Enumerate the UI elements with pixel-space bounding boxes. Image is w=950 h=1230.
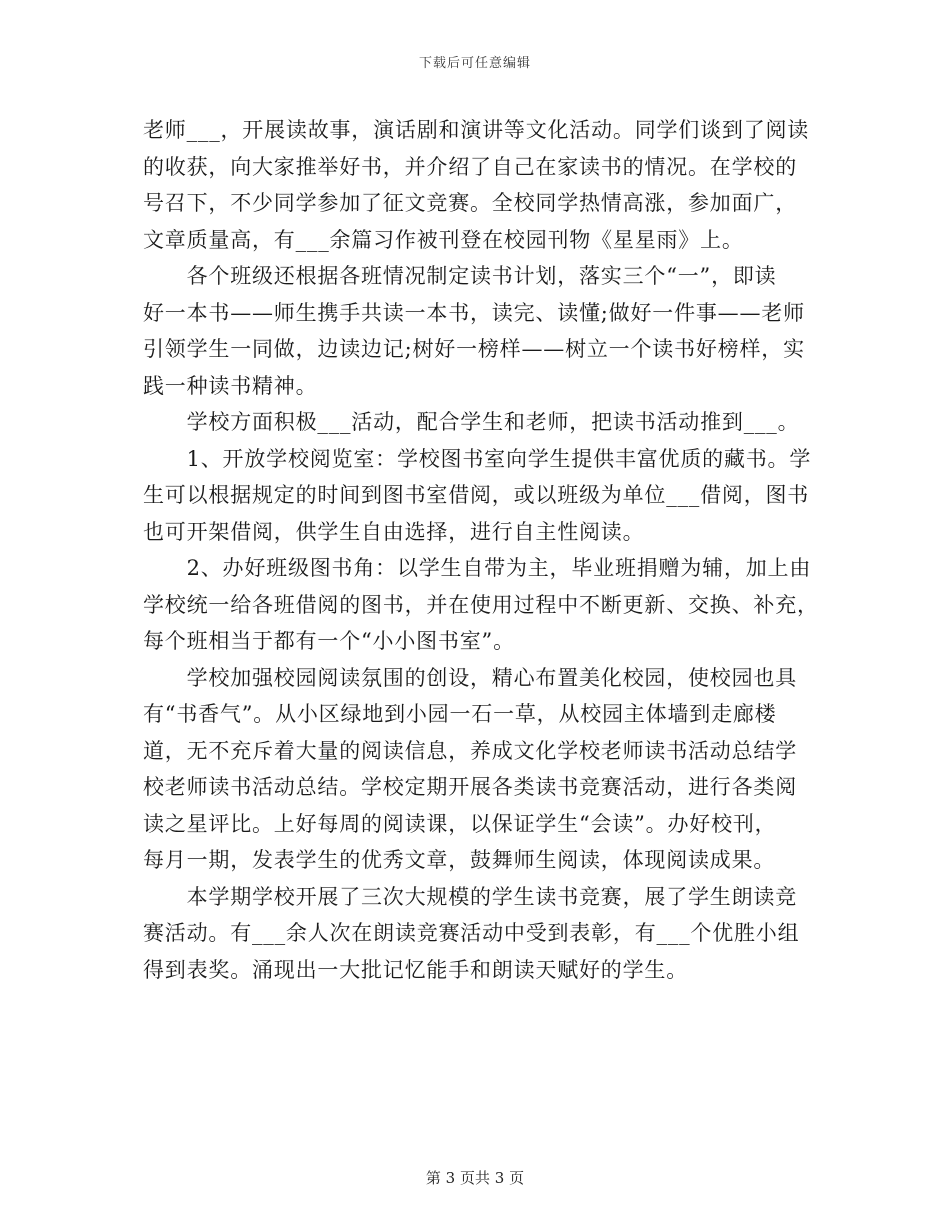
text-line: 1、开放学校阅览室：学校图书室向学生提供丰富优质的藏书。学 — [143, 446, 812, 471]
text-line: 各个班级还根据各班情况制定读书计划，落实三个“一”，即读 — [143, 264, 777, 288]
text-line: 本学期学校开展了三次大规模的学生读书竞赛，展了学生朗读竞 — [143, 884, 797, 909]
text-line: 赛活动。有___余人次在朗读竞赛活动中受到表彰，有___个优胜小组 — [143, 921, 800, 945]
text-line: 践一种读书精神。 — [143, 373, 318, 398]
document-body — [143, 112, 819, 988]
text-line: 学校方面积极___活动，配合学生和老师，把读书活动推到___。 — [143, 410, 800, 434]
page-footer: 第 3 页共 3 页 — [425, 1169, 525, 1187]
text-line: 每个班相当于都有一个“小小图书室”。 — [143, 629, 515, 653]
page-header: 下载后可任意编辑 — [418, 56, 531, 71]
text-line: 生可以根据规定的时间到图书室借阅，或以班级为单位___借阅，图书 — [143, 483, 810, 507]
text-line: 也可开架借阅，供学生自由选择，进行自主性阅读。 — [143, 519, 645, 544]
text-line: 老师___，开展读故事，演话剧和演讲等文化活动。同学们谈到了阅读 — [143, 118, 810, 142]
text-line: 读之星评比。上好每周的阅读课，以保证学生“会读”。办好校刊， — [143, 811, 777, 836]
text-line: 每月一期，发表学生的优秀文章，鼓舞师生阅读，体现阅读成果。 — [143, 848, 776, 872]
text-line: 2、办好班级图书角：以学生自带为主，毕业班捐赠为辅，加上由 — [143, 556, 812, 580]
text-line: 得到表奖。涌现出一大批记忆能手和朗读天赋好的学生。 — [143, 957, 688, 982]
text-line: 校老师读书活动总结。学校定期开展各类读书竞赛活动，进行各类阅 — [143, 775, 797, 799]
text-line: 学校统一给各班借阅的图书，并在使用过程中不断更新、交换、补充， — [143, 592, 819, 617]
text-line: 好一本书——师生携手共读一本书，读完、读懂;做好一件事——老师 — [143, 300, 805, 325]
text-line: 有“书香气”。从小区绿地到小园一石一草，从校园主体墙到走廊楼 — [143, 702, 777, 726]
text-line: 学校加强校园阅读氛围的创设，精心布置美化校园，使校园也具 — [143, 665, 797, 690]
text-line: 的收获，向大家推举好书，并介绍了自己在家读书的情况。在学校的 — [143, 154, 797, 179]
text-line: 道，无不充斥着大量的阅读信息，养成文化学校老师读书活动总结学 — [143, 738, 797, 763]
text-line: 文章质量高，有___余篇习作被刊登在校园刊物《星星雨》上。 — [143, 227, 744, 252]
text-line: 引领学生一同做，边读边记;树好一榜样——树立一个读书好榜样，实 — [143, 337, 805, 361]
text-line: 号召下，不少同学参加了征文竞赛。全校同学热情高涨，参加面广， — [143, 191, 797, 215]
